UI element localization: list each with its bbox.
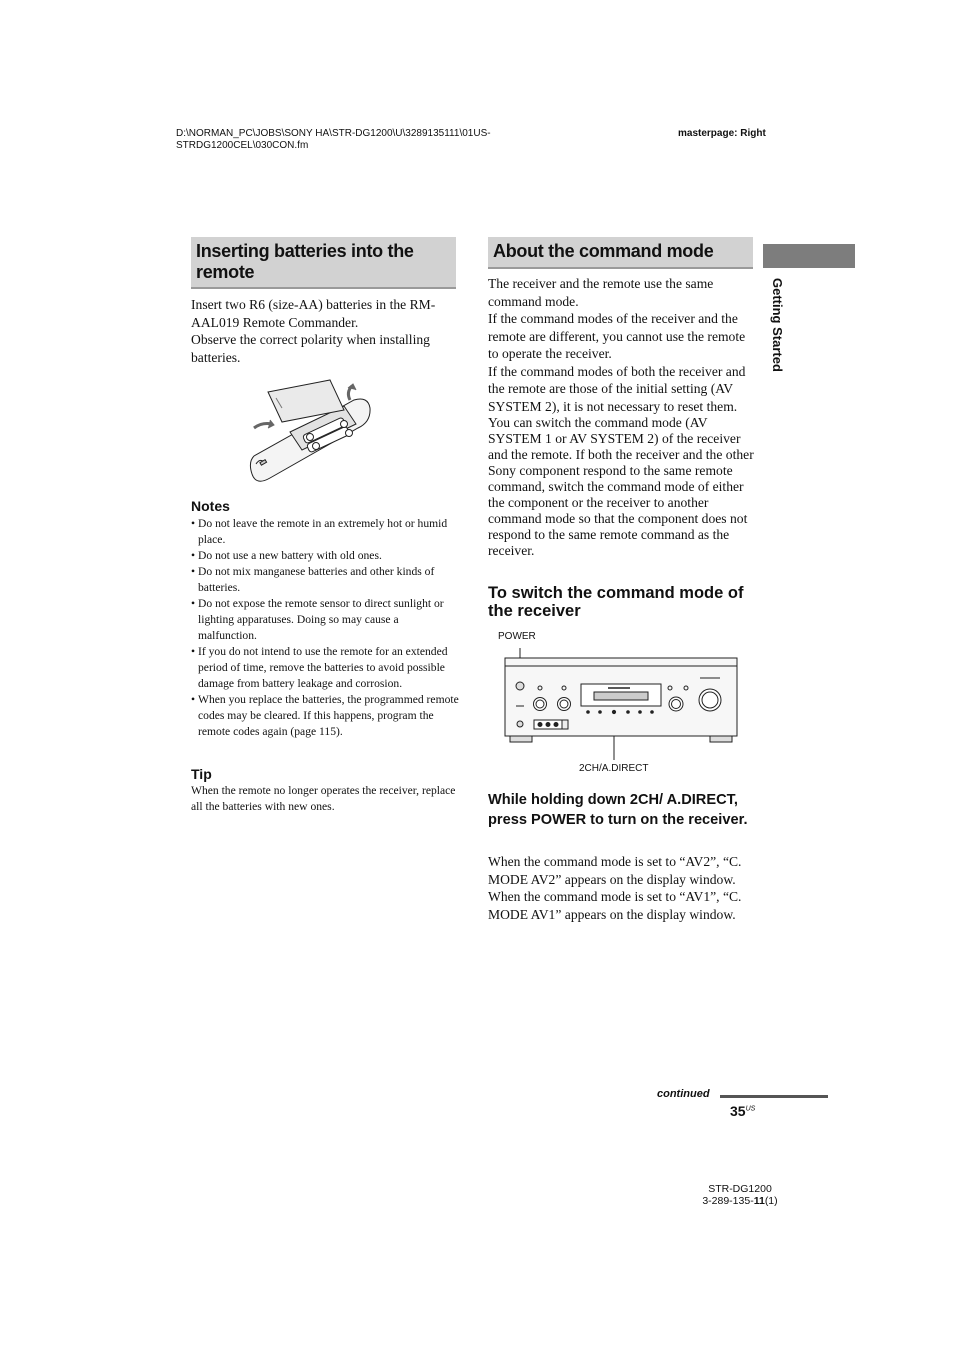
power-button-icon [516, 682, 524, 690]
side-tab-marker [763, 244, 855, 268]
list-item: • If you do not intend to use the remote for an extended period of time, remove the batteries to avoid possible damage from battery leakage and corrosion. [191, 644, 459, 692]
notes-list [191, 516, 459, 740]
continued-label: continued [657, 1088, 710, 1100]
model-number: STR-DG1200 [708, 1183, 772, 1195]
body-paragraph: If the command modes of the receiver and the remote are different, you cannot use the remote to operate the receiver. [488, 311, 746, 361]
file-path-line-2: STRDG1200CEL\030CON.fm [176, 140, 309, 151]
side-tab-text: Getting Started [770, 278, 785, 372]
callout-label-power: POWER [498, 631, 536, 642]
step-results [488, 853, 753, 923]
model-info [690, 1183, 790, 1207]
tip-heading: Tip [191, 766, 212, 782]
receiver-front-panel-diagram [504, 644, 740, 760]
part-code-prefix: 3-289-135- [702, 1195, 754, 1207]
section-header-batteries [191, 237, 456, 289]
file-path-header [176, 128, 576, 152]
list-item: • Do not mix manganese batteries and other kinds of batteries. [191, 564, 459, 596]
part-code-suffix: (1) [764, 1195, 778, 1207]
side-tab-label [763, 278, 789, 388]
file-path-line-1: D:\NORMAN_PC\JOBS\SONY HA\STR-DG1200\U\3289135111\01US- [176, 128, 491, 139]
continued-rule [720, 1095, 828, 1098]
body-paragraph: When the command mode is set to “AV1”, “C. MODE AV1” appears on the display window. [488, 889, 742, 922]
section-header-command-mode [488, 237, 753, 269]
remote-battery-illustration [246, 378, 371, 490]
list-item: • When you replace the batteries, the programmed remote codes may be cleared. If this happens, program the remote codes again (page 115). [191, 692, 459, 740]
list-item: • Do not leave the remote in an extremely hot or humid place. [191, 516, 459, 548]
body-paragraph: You can switch the command mode (AV SYSTEM 1 or AV SYSTEM 2) of the receiver and the remote. If both the receiver and the other Sony component respond to the same remote command, switch the command mode of either the component or the receiver to another command mode so that the component does not respond to the same remote command as the receiver. [488, 415, 754, 558]
page-number-value: 35 [730, 1103, 746, 1119]
intro-paragraph: Insert two R6 (size-AA) batteries in the RM-AAL019 Remote Commander. [191, 297, 436, 330]
page-number [730, 1103, 755, 1119]
callout-label-2ch-direct: 2CH/A.DIRECT [579, 763, 649, 774]
notes-heading: Notes [191, 498, 230, 514]
list-item: • Do not expose the remote sensor to direct sunlight or lighting apparatuses. Doing so may cause a malfunction. [191, 596, 459, 644]
list-item: • Do not use a new battery with old ones. [191, 548, 459, 564]
section-title-batteries: Inserting batteries into the remote [196, 241, 414, 282]
batteries-intro [191, 296, 461, 366]
part-code-bold: 11 [753, 1195, 765, 1207]
body-paragraph: If the command modes of both the receiver and the remote are those of the initial setting (AV SYSTEM 2), it is not necessary to reset them. [488, 363, 746, 414]
body-paragraph: The receiver and the remote use the same command mode. [488, 276, 714, 309]
instruction-step: While holding down 2CH/ A.DIRECT, press POWER to turn on the receiver. [488, 792, 748, 828]
intro-paragraph: Observe the correct polarity when installing batteries. [191, 332, 430, 365]
masterpage-label: masterpage: Right [678, 128, 766, 139]
body-paragraph: When the command mode is set to “AV2”, “C. MODE AV2” appears on the display window. [488, 854, 742, 887]
subheading-switch-mode: To switch the command mode of the receiver [488, 584, 744, 620]
section-title-command-mode: About the command mode [493, 241, 714, 261]
part-code [690, 1195, 790, 1207]
page-number-suffix: US [745, 1105, 756, 1113]
tip-text: When the remote no longer operates the receiver, replace all the batteries with new ones. [191, 784, 456, 813]
command-mode-description [488, 275, 756, 559]
